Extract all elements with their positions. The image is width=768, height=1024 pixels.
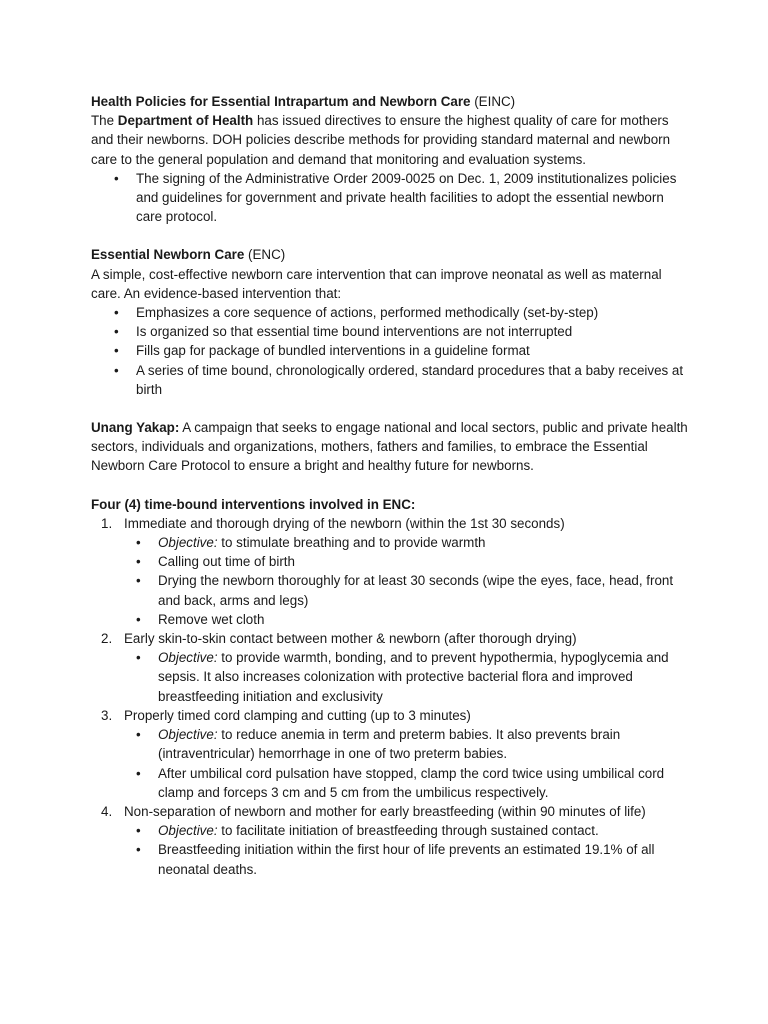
list-item: • Emphasizes a core sequence of actions, performed methodically (set-by-step) <box>136 303 691 322</box>
item-text: Non-separation of newborn and mother for early breastfeeding (within 90 minutes of life) <box>124 803 646 819</box>
sub-bullet-list <box>124 648 691 706</box>
bullet-list-enc <box>91 303 691 399</box>
objective-text: to provide warmth, bonding, and to prevent hypothermia, hypoglycemia and sepsis. It also increases colonization with protective bacterial flora and improved breastfeeding initiation and exclusivity <box>158 650 669 704</box>
paragraph-text: has issued directives to ensure the highest quality of care for mothers and their newborns. DOH policies describe methods for providing standard maternal and newborn care to the general population and demand that monitoring and evaluation systems. <box>91 113 671 167</box>
numbered-list-interventions <box>91 514 691 879</box>
list-item: • A series of time bound, chronologically ordered, standard procedures that a baby receives at birth <box>136 361 691 399</box>
heading-suffix: (ENC) <box>244 247 286 263</box>
paragraph-unang-yakap <box>91 418 691 476</box>
paragraph-bold-text: Department of Health <box>117 113 254 129</box>
list-item: • Drying the newborn thoroughly for at least 30 seconds (wipe the eyes, face, head, front and back, arms and legs) <box>158 571 691 609</box>
list-item-objective <box>158 533 691 552</box>
numbered-item-3 <box>101 706 691 802</box>
section-heading-einc <box>91 92 691 111</box>
objective-label: Objective: <box>158 535 218 551</box>
paragraph-text: A campaign that seeks to engage national and local sectors, public and private health sectors, individuals and organizations, mothers, fathers and families, to embrace the Essential Newborn Care Protocol to ensure a bright and healthy future for newborns. <box>91 420 688 474</box>
objective-text: to reduce anemia in term and preterm babies. It also prevents brain (intraventricular) hemorrhage in one of two preterm babies. <box>158 727 621 762</box>
bullet-list-einc <box>91 169 691 227</box>
numbered-item-4 <box>101 802 691 879</box>
item-number: 4. <box>101 803 113 819</box>
heading-bold-text: Four (4) time-bound interventions involved in ENC: <box>91 496 416 512</box>
item-number: 1. <box>101 515 113 531</box>
list-item-objective <box>158 725 691 763</box>
list-item: • Fills gap for package of bundled interventions in a guideline format <box>136 341 691 360</box>
list-item: • Breastfeeding initiation within the first hour of life prevents an estimated 19.1% of all neonatal deaths. <box>158 840 691 878</box>
heading-bold-text: Essential Newborn Care <box>91 247 245 263</box>
numbered-item-2 <box>101 629 691 706</box>
list-item-objective <box>158 648 691 706</box>
item-number: 3. <box>101 707 113 723</box>
objective-label: Objective: <box>158 650 218 666</box>
list-item-objective <box>158 821 691 840</box>
heading-suffix: (EINC) <box>470 94 516 109</box>
sub-bullet-list <box>124 821 691 879</box>
item-text: Properly timed cord clamping and cutting (up to 3 minutes) <box>124 707 471 723</box>
item-number: 2. <box>101 631 113 647</box>
sub-bullet-list <box>124 725 691 802</box>
numbered-item-1 <box>101 514 691 629</box>
sub-bullet-list <box>124 533 691 629</box>
paragraph-enc: A simple, cost-effective newborn care intervention that can improve neonatal as well as maternal care. An evidence-based intervention that: <box>91 266 662 301</box>
list-item: • Calling out time of birth <box>158 552 691 571</box>
paragraph-bold-text: Unang Yakap: <box>91 420 180 436</box>
item-text: Early skin-to-skin contact between mother & newborn (after thorough drying) <box>124 631 577 647</box>
document-body <box>91 92 691 879</box>
objective-label: Objective: <box>158 823 218 839</box>
item-text: Immediate and thorough drying of the newborn (within the 1st 30 seconds) <box>124 515 565 531</box>
objective-text: to stimulate breathing and to provide warmth <box>217 535 486 551</box>
objective-text: to facilitate initiation of breastfeeding through sustained contact. <box>217 823 599 839</box>
list-item: • After umbilical cord pulsation have stopped, clamp the cord twice using umbilical cord clamp and forceps 3 cm and 5 cm from the umbilicus respectively. <box>158 764 691 802</box>
paragraph-text: The <box>91 113 118 129</box>
section-heading-enc <box>91 245 691 264</box>
list-item: • Is organized so that essential time bound interventions are not interrupted <box>136 322 691 341</box>
objective-label: Objective: <box>158 727 218 743</box>
list-item: • The signing of the Administrative Order 2009-0025 on Dec. 1, 2009 institutionalizes policies and guidelines for government and private health facilities to adopt the essential newborn care protocol. <box>136 169 691 227</box>
paragraph-einc <box>91 111 691 169</box>
list-item: • Remove wet cloth <box>158 610 691 629</box>
section-heading-interventions <box>91 495 691 514</box>
heading-bold-text: Health Policies for Essential Intrapartum and Newborn Care <box>91 94 471 109</box>
